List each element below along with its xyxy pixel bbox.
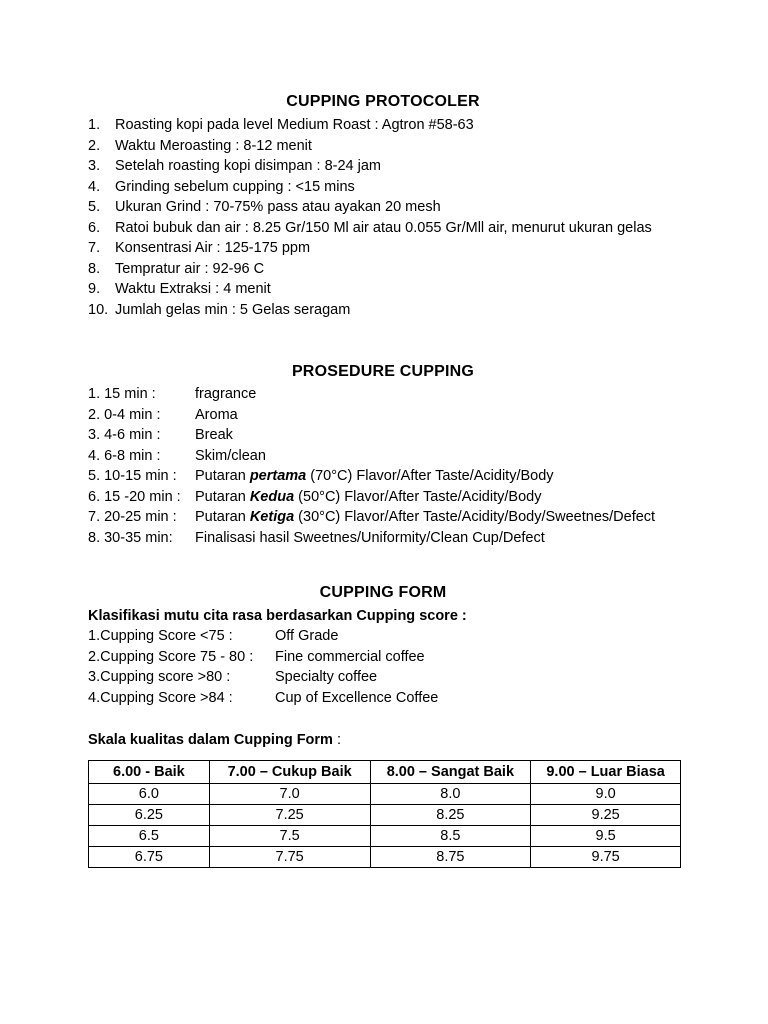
table-cell: 8.25 xyxy=(370,805,531,826)
table-body xyxy=(89,784,681,868)
list-item xyxy=(88,425,655,446)
procedure-text: Break xyxy=(195,427,233,443)
table-cell: 8.5 xyxy=(370,826,531,847)
list-item-number: 7. xyxy=(88,240,101,256)
protocol-list xyxy=(88,115,652,320)
table-row xyxy=(89,826,681,847)
table-row xyxy=(89,805,681,826)
score-grade: Fine commercial coffee xyxy=(275,648,425,665)
score-list xyxy=(88,626,438,708)
procedure-round-emphasis: Kedua xyxy=(249,488,295,505)
procedure-time: 1. 15 min : xyxy=(88,386,156,402)
procedure-text-tail: (50°C) Flavor/After Taste/Acidity/Body xyxy=(294,488,542,505)
protocol-title: CUPPING PROTOCOLER xyxy=(286,93,480,110)
list-item-number: 1. xyxy=(88,117,101,133)
list-item xyxy=(88,156,652,177)
procedure-description xyxy=(195,384,256,405)
klasifikasi-heading: Klasifikasi mutu cita rasa berdasarkan Cupping score : xyxy=(88,608,467,624)
procedure-description xyxy=(195,405,238,426)
procedure-text: fragrance xyxy=(195,386,257,402)
procedure-time: 3. 4-6 min : xyxy=(88,427,161,443)
procedure-text: Putaran xyxy=(195,488,250,505)
procedure-description xyxy=(195,507,655,528)
procedure-description xyxy=(195,487,541,508)
table-cell: 6.0 xyxy=(89,784,210,805)
list-item-text: Tempratur air : 92-96 C xyxy=(115,260,265,277)
list-item-number: 4. xyxy=(88,178,101,195)
list-item-number: 10. xyxy=(88,301,109,318)
table-row xyxy=(89,847,681,868)
procedure-text: Finalisasi hasil Sweetnes/Uniformity/Clean Cup/Defect xyxy=(195,529,545,546)
list-item xyxy=(88,507,655,528)
list-item xyxy=(88,259,652,280)
procedure-time: 8. 30-35 min: xyxy=(88,529,173,546)
list-item-number: 9. xyxy=(88,281,101,297)
list-item xyxy=(88,528,655,549)
list-item xyxy=(88,197,652,218)
list-item-number: 2. xyxy=(88,137,101,154)
procedure-time: 7. 20-25 min : xyxy=(88,509,177,525)
list-item xyxy=(88,115,652,136)
table-header-cell: 9.00 – Luar Biasa xyxy=(531,761,681,784)
table-cell: 7.25 xyxy=(209,805,370,826)
list-item-text: Setelah roasting kopi disimpan : 8-24 jam xyxy=(115,158,381,174)
table-cell: 8.75 xyxy=(370,847,531,868)
list-item xyxy=(88,300,652,321)
procedure-text: Putaran xyxy=(195,468,250,484)
list-item xyxy=(88,136,652,157)
table-cell: 9.0 xyxy=(531,784,681,805)
list-item-number: 3. xyxy=(88,158,101,174)
procedure-description xyxy=(195,425,233,446)
list-item-number: 8. xyxy=(88,260,101,277)
score-label: 4.Cupping Score >84 : xyxy=(88,689,233,706)
table-cell: 6.25 xyxy=(89,805,210,826)
table-cell: 8.0 xyxy=(370,784,531,805)
list-item-number: 5. xyxy=(88,199,101,215)
table-header-cell: 8.00 – Sangat Baik xyxy=(370,761,531,784)
procedure-text: Putaran xyxy=(195,509,250,525)
procedure-description xyxy=(195,446,266,467)
list-item-text: Waktu Extraksi : 4 menit xyxy=(115,281,271,297)
procedure-text: Aroma xyxy=(195,406,238,423)
form-title: CUPPING FORM xyxy=(319,584,447,601)
procedure-description xyxy=(195,528,545,549)
table-cell: 7.0 xyxy=(209,784,370,805)
procedure-text-tail: (70°C) Flavor/After Taste/Acidity/Body xyxy=(306,468,554,484)
list-item-text: Konsentrasi Air : 125-175 ppm xyxy=(115,240,311,256)
skala-heading-bold: Skala kualitas dalam Cupping Form xyxy=(88,732,333,748)
table-row xyxy=(89,784,681,805)
table-cell: 9.5 xyxy=(531,826,681,847)
list-item-text: Roasting kopi pada level Medium Roast : Agtron #58-63 xyxy=(115,117,474,133)
list-item xyxy=(88,279,652,300)
list-item-number: 6. xyxy=(88,219,101,236)
list-item-text: Ratoi bubuk dan air : 8.25 Gr/150 Ml air atau 0.055 Gr/Mll air, menurut ukuran gelas xyxy=(115,219,652,236)
procedure-round-emphasis: pertama xyxy=(249,468,307,484)
score-grade: Off Grade xyxy=(275,628,339,644)
score-item xyxy=(88,688,438,709)
skala-heading xyxy=(88,730,341,751)
list-item xyxy=(88,384,655,405)
list-item-text: Waktu Meroasting : 8-12 menit xyxy=(115,137,312,154)
table-cell: 7.75 xyxy=(209,847,370,868)
skala-heading-rest: : xyxy=(332,732,342,748)
list-item-text: Ukuran Grind : 70-75% pass atau ayakan 20 mesh xyxy=(115,199,441,215)
procedure-time: 6. 15 -20 min : xyxy=(88,488,181,505)
score-item xyxy=(88,626,438,647)
list-item xyxy=(88,177,652,198)
procedure-time: 4. 6-8 min : xyxy=(88,447,161,464)
table-cell: 7.5 xyxy=(209,826,370,847)
table-header-cell: 6.00 - Baik xyxy=(89,761,210,784)
table-header-row xyxy=(89,761,681,784)
procedure-text: Skim/clean xyxy=(195,447,266,464)
score-grade: Specialty coffee xyxy=(275,669,378,685)
table-cell: 6.5 xyxy=(89,826,210,847)
table-cell: 6.75 xyxy=(89,847,210,868)
table-cell: 9.25 xyxy=(531,805,681,826)
score-label: 2.Cupping Score 75 - 80 : xyxy=(88,648,254,665)
list-item xyxy=(88,466,655,487)
list-item xyxy=(88,446,655,467)
procedure-time: 5. 10-15 min : xyxy=(88,468,177,484)
list-item xyxy=(88,238,652,259)
score-label: 3.Cupping score >80 : xyxy=(88,669,231,685)
table-header-cell: 7.00 – Cukup Baik xyxy=(209,761,370,784)
score-item xyxy=(88,667,438,688)
score-item xyxy=(88,647,438,668)
list-item xyxy=(88,487,655,508)
quality-scale-table xyxy=(88,760,681,868)
procedure-list xyxy=(88,384,655,548)
procedure-text-tail: (30°C) Flavor/After Taste/Acidity/Body/Sweetnes/Defect xyxy=(294,509,656,525)
list-item-text: Jumlah gelas min : 5 Gelas seragam xyxy=(115,301,351,318)
list-item-text: Grinding sebelum cupping : <15 mins xyxy=(115,178,355,195)
procedure-round-emphasis: Ketiga xyxy=(249,509,295,525)
table-cell: 9.75 xyxy=(531,847,681,868)
score-grade: Cup of Excellence Coffee xyxy=(275,689,439,706)
procedure-title: PROSEDURE CUPPING xyxy=(291,363,475,380)
score-label: 1.Cupping Score <75 : xyxy=(88,628,233,644)
list-item xyxy=(88,405,655,426)
procedure-time: 2. 0-4 min : xyxy=(88,406,161,423)
list-item xyxy=(88,218,652,239)
procedure-description xyxy=(195,466,554,487)
